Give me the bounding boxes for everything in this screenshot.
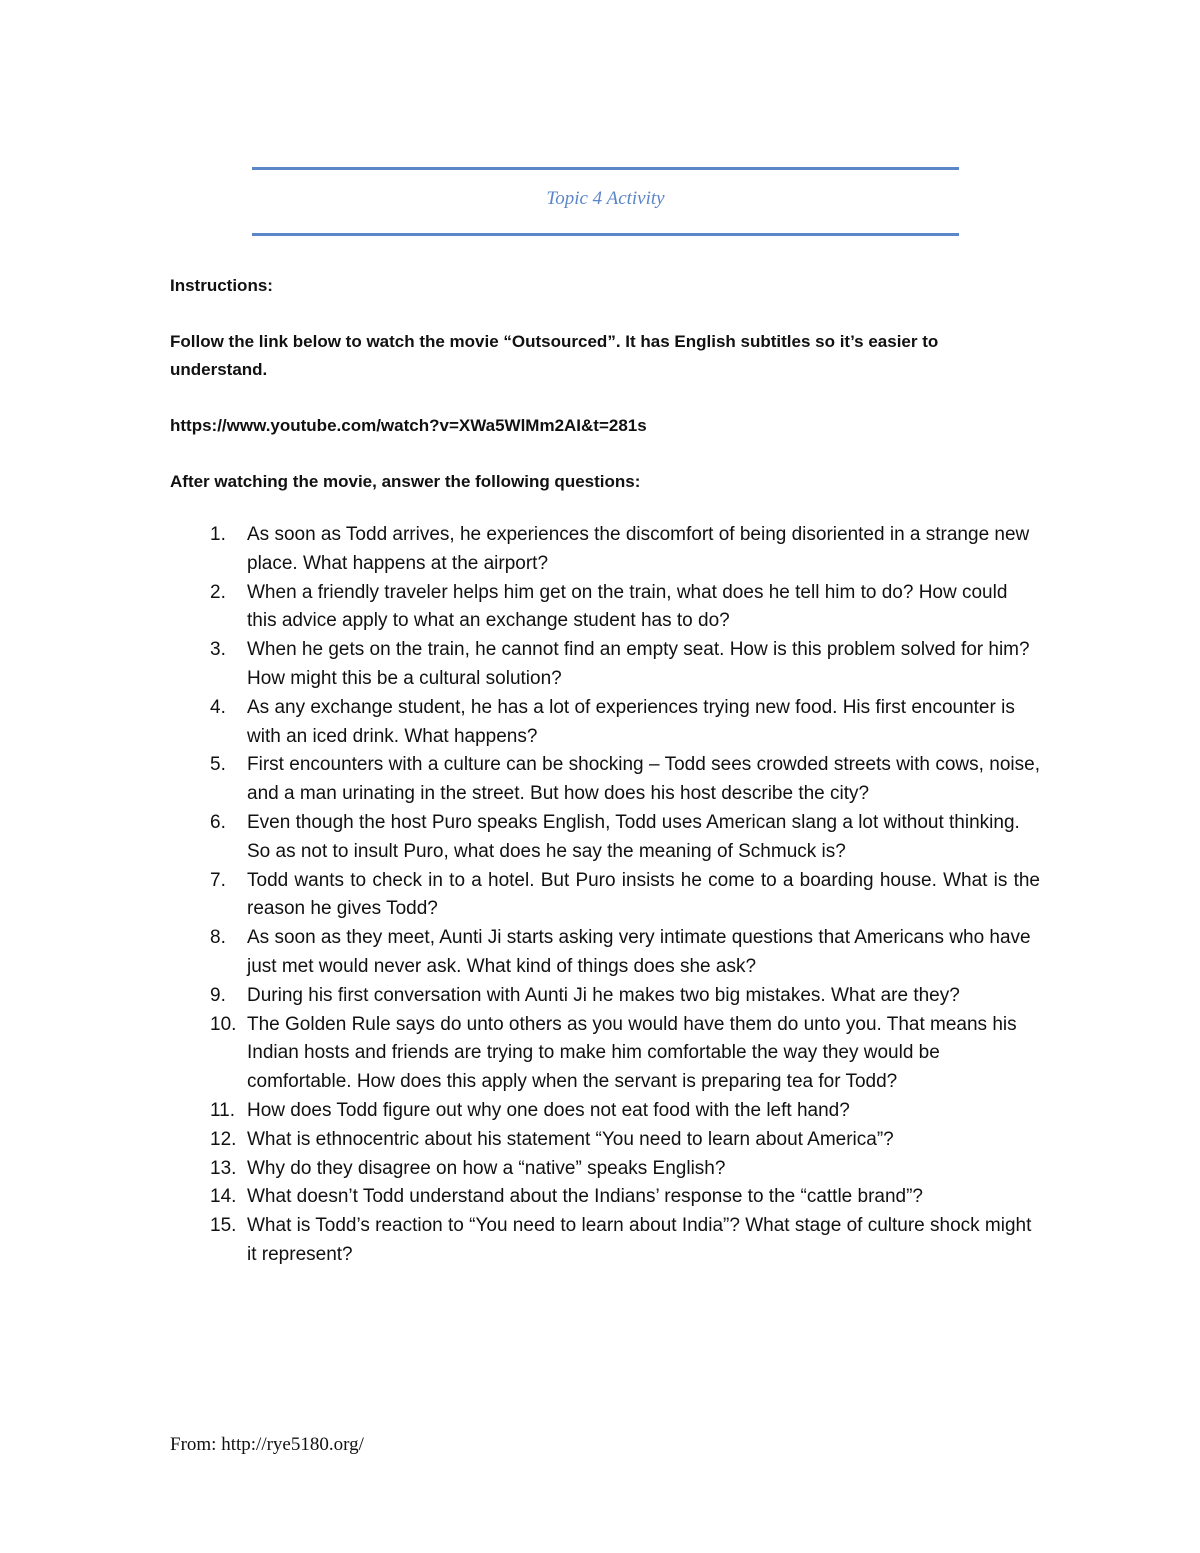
question-text: Why do they disagree on how a “native” speaks English? <box>247 1157 726 1179</box>
question-text: When a friendly traveler helps him get on the train, what does he tell him to do? How could this advice apply to what an exchange student has to do? <box>247 581 1008 632</box>
question-text: What is ethnocentric about his statement “You need to learn about America”? <box>247 1128 894 1150</box>
header-rule-top <box>252 167 959 170</box>
footer-source: From: http://rye5180.org/ <box>170 1434 364 1455</box>
question-number: 1. <box>210 524 226 545</box>
question-item <box>210 751 1040 809</box>
question-text: The Golden Rule says do unto others as you would have them do unto you. That means his Indian hosts and friends are trying to make him comfortable the way they would be comfortable. How does this apply when the servant is preparing tea for Todd? <box>247 1013 1017 1093</box>
question-item <box>210 636 1040 694</box>
question-number: 3. <box>210 639 226 661</box>
question-item <box>210 1097 1040 1126</box>
question-text: Todd wants to check in to a hotel. But Puro insists he come to a boarding house. What is the reason he gives Todd? <box>247 869 1040 920</box>
question-text: How does Todd figure out why one does not eat food with the left hand? <box>247 1099 850 1121</box>
question-text: Even though the host Puro speaks English, Todd uses American slang a lot without thinking. So as not to insult Puro, what does he say the meaning of Schmuck is? <box>247 811 1020 862</box>
question-text: What is Todd’s reaction to “You need to learn about India”? What stage of culture shock might it represent? <box>247 1215 1032 1265</box>
header-rule-bottom <box>252 233 959 236</box>
question-number: 2. <box>210 581 226 603</box>
question-item <box>210 579 1040 637</box>
question-number: 7. <box>210 869 226 891</box>
question-number: 14. <box>210 1186 237 1208</box>
question-item <box>210 867 1040 925</box>
question-text: As soon as they meet, Aunti Ji starts asking very intimate questions that Americans who have just met would never ask. What kind of things does she ask? <box>247 927 1031 977</box>
question-item <box>210 982 1040 1011</box>
question-number: 5. <box>210 754 226 776</box>
question-number: 9. <box>210 984 226 1006</box>
question-text: When he gets on the train, he cannot find an empty seat. How is this problem solved for him? How might this be a cultural solution? <box>247 639 1030 689</box>
question-text: First encounters with a culture can be shocking – Todd sees crowded streets with cows, noise, and a man urinating in the street. But how does his host describe the city? <box>247 754 1040 805</box>
question-item <box>210 521 1040 579</box>
page-title: Topic 4 Activity <box>546 188 665 209</box>
question-text: As any exchange student, he has a lot of experiences trying new food. His first encounter is with an iced drink. What happens? <box>247 696 1015 747</box>
movie-link[interactable]: https://www.youtube.com/watch?v=XWa5WlMm2AI&t=281s <box>170 416 647 435</box>
question-item <box>210 924 1040 982</box>
questions-heading: After watching the movie, answer the following questions: <box>170 472 641 491</box>
question-item <box>210 1155 1040 1184</box>
question-number: 6. <box>210 811 226 833</box>
question-item <box>210 1011 1040 1097</box>
question-item <box>210 1183 1040 1212</box>
question-item <box>210 809 1040 867</box>
questions-list <box>210 521 1040 1270</box>
question-item <box>210 1126 1040 1155</box>
question-item <box>210 1212 1040 1270</box>
question-text: During his first conversation with Aunti Ji he makes two big mistakes. What are they? <box>247 984 960 1006</box>
question-number: 4. <box>210 696 226 718</box>
question-number: 11. <box>210 1099 236 1121</box>
question-number: 8. <box>210 927 226 949</box>
intro-paragraph: Follow the link below to watch the movie “Outsourced”. It has English subtitles so it’s easier to understand. <box>170 332 939 379</box>
question-number: 10. <box>210 1013 237 1035</box>
question-text: As soon as Todd arrives, he experiences the discomfort of being disoriented in a strange new place. What happens at the airport? <box>247 524 1030 574</box>
instructions-heading: Instructions: <box>170 276 273 295</box>
question-number: 15. <box>210 1215 237 1237</box>
question-number: 12. <box>210 1128 237 1150</box>
question-number: 13. <box>210 1157 237 1179</box>
question-item <box>210 694 1040 752</box>
question-text: What doesn’t Todd understand about the Indians’ response to the “cattle brand”? <box>247 1186 924 1208</box>
